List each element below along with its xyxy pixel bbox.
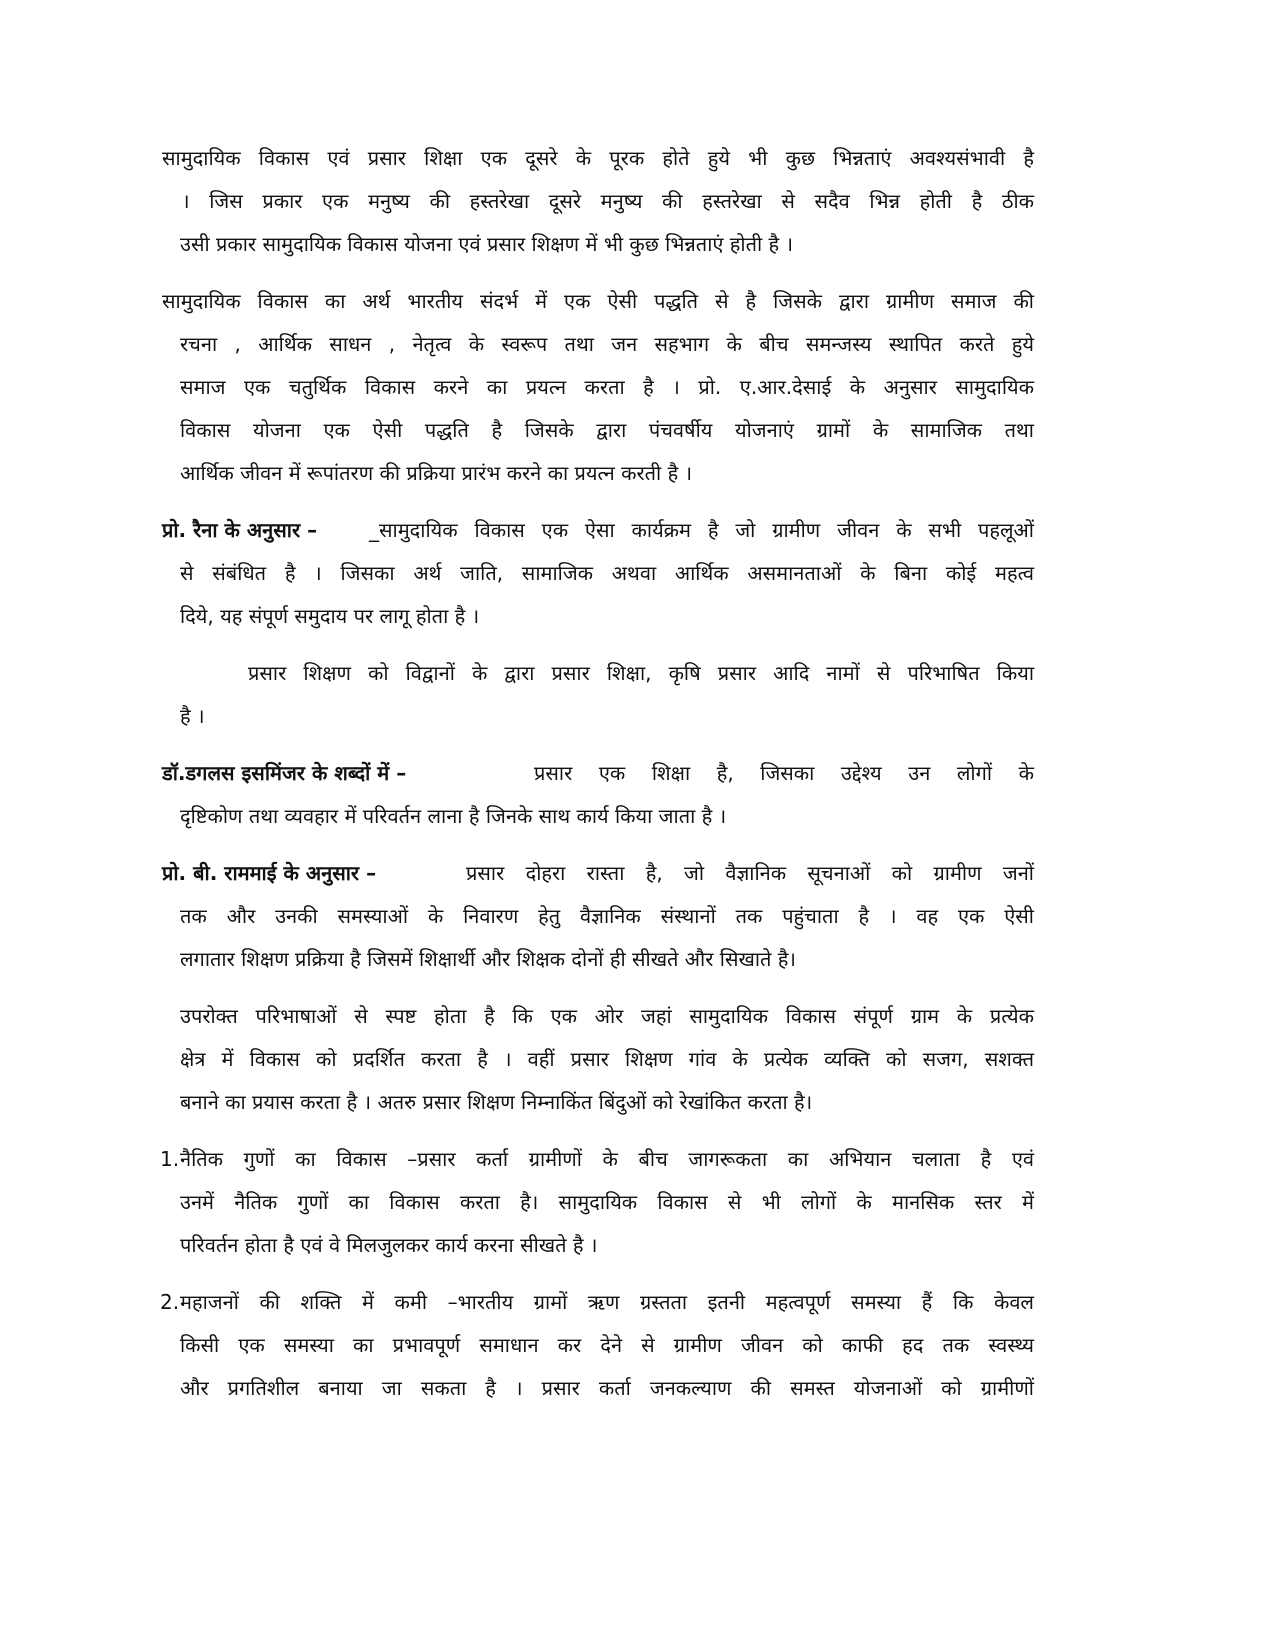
list-item-1-number: 1. (160, 1147, 180, 1171)
paragraph-1-line-3: उसी प्रकार सामुदायिक विकास योजना एवं प्रसार शिक्षण में भी कुछ भिन्नताएं होती है । (180, 232, 794, 256)
list-item-2-line-3: और प्रगतिशील बनाया जा सकता है । प्रसार कर्ता जनकल्याण की समस्त योजनाओं को ग्रामीणों (180, 1376, 1034, 1400)
paragraph-7-line-1: उपरोक्त परिभाषाओं से स्पष्ट होता है कि एक ओर जहां सामुदायिक विकास संपूर्ण ग्राम के प्रत्येक (180, 1004, 1034, 1028)
paragraph-1-line-2: । जिस प्रकार एक मनुष्य की हस्तरेखा दूसरे मनुष्य की हस्तरेखा से सदैव भिन्न होती है ठीक (182, 189, 1034, 213)
paragraph-4-line-2: है । (180, 704, 205, 728)
paragraph-1-line-1: सामुदायिक विकास एवं प्रसार शिक्षा एक दूसरे के पूरक होते हुये भी कुछ भिन्नताएं अवश्यसंभावी है (162, 146, 1034, 170)
paragraph-6-line-3: लगातार शिक्षण प्रक्रिया है जिसमें शिक्षार्थी और शिक्षक दोनों ही सीखते और सिखाते है। (180, 947, 797, 971)
paragraph-2-line-4: विकास योजना एक ऐसी पद्धति है जिसके द्वारा पंचवर्षीय योजनाएं ग्रामों के सामाजिक तथा (180, 418, 1034, 442)
list-item-1-line-3: परिवर्तन होता है एवं वे मिलजुलकर कार्य करना सीखते है । (180, 1233, 598, 1257)
paragraph-2-line-3: समाज एक चतुर्थिक विकास करने का प्रयत्न करता है । प्रो. ए.आर.देसाई के अनुसार सामुदायिक (180, 375, 1034, 399)
list-item-1-line-2: उनमें नैतिक गुणों का विकास करता है। सामुदायिक विकास से भी लोगों के मानसिक स्तर में (180, 1190, 1034, 1214)
paragraph-6-line-2: तक और उनकी समस्याओं के निवारण हेतु वैज्ञानिक संस्थानों तक पहुंचाता है । वह एक ऐसी (180, 904, 1034, 928)
paragraph-5-line-1: प्रसार एक शिक्षा है, जिसका उद्देश्य उन लोगों के (534, 761, 1034, 785)
definition-heading-douglas (162, 759, 406, 787)
list-item-2-number: 2. (160, 1290, 180, 1314)
paragraph-3-line-1 (162, 516, 1034, 544)
definition-heading-douglas-text: डॉ.डगलस इसमिंजर के शब्दों में – (162, 761, 407, 785)
list-item-2-line-2: किसी एक समस्या का प्रभावपूर्ण समाधान कर देने से ग्रामीण जीवन को काफी हद तक स्वस्थ्य (180, 1333, 1034, 1357)
paragraph-4-line-1: प्रसार शिक्षण को विद्वानों के द्वारा प्रसार शिक्षा, कृषि प्रसार आदि नामों से परिभाषित किया (248, 661, 1034, 685)
paragraph-7-line-3: बनाने का प्रयास करता है । अतरु प्रसार शिक्षण निम्नाकिंत बिंदुओं को रेखांकित करता है। (180, 1090, 813, 1114)
definition-heading-raina: प्रो. रैना के अनुसार – (162, 518, 318, 542)
paragraph-5-line-2: दृष्टिकोण तथा व्यवहार में परिवर्तन लाना है जिनके साथ कार्य किया जाता है । (180, 804, 727, 828)
paragraph-3-line-3: दिये, यह संपूर्ण समुदाय पर लागू होता है । (180, 604, 480, 628)
paragraph-6-line-1: प्रसार दोहरा रास्ता है, जो वैज्ञानिक सूचनाओं को ग्रामीण जनों (466, 861, 1034, 885)
paragraph-2-line-2: रचना , आर्थिक साधन , नेतृत्व के स्वरूप तथा जन सहभाग के बीच समन्जस्य स्थापित करते हुये (180, 332, 1034, 356)
list-item-2-line-1: महाजनों की शक्ति में कमी –भारतीय ग्रामों ऋण ग्रस्तता इतनी महत्वपूर्ण समस्या हैं कि केवल (180, 1290, 1034, 1314)
paragraph-2-line-1: सामुदायिक विकास का अर्थ भारतीय संदर्भ में एक ऐसी पद्धति से है जिसके द्वारा ग्रामीण समाज की (162, 289, 1034, 313)
definition-heading-rammai (162, 859, 376, 887)
paragraph-2-line-5: आर्थिक जीवन में रूपांतरण की प्रक्रिया प्रारंभ करने का प्रयत्न करती है । (180, 461, 693, 485)
paragraph-3-text: _सामुदायिक विकास एक ऐसा कार्यक्रम है जो ग्रामीण जीवन के सभी पहलूओं (369, 518, 1034, 542)
definition-heading-rammai-text: प्रो. बी. राममाई के अनुसार – (162, 861, 377, 885)
paragraph-3-line-2: से संबंधित है । जिसका अर्थ जाति, सामाजिक अथवा आर्थिक असमानताओं के बिना कोई महत्व (180, 561, 1034, 585)
paragraph-7-line-2: क्षेत्र में विकास को प्रदर्शित करता है । वहीं प्रसार शिक्षण गांव के प्रत्येक व्यक्ति को सजग, सशक्त (180, 1047, 1034, 1071)
list-item-1-line-1: नैतिक गुणों का विकास –प्रसार कर्ता ग्रामीणों के बीच जागरूकता का अभियान चलाता है एवं (180, 1147, 1034, 1171)
